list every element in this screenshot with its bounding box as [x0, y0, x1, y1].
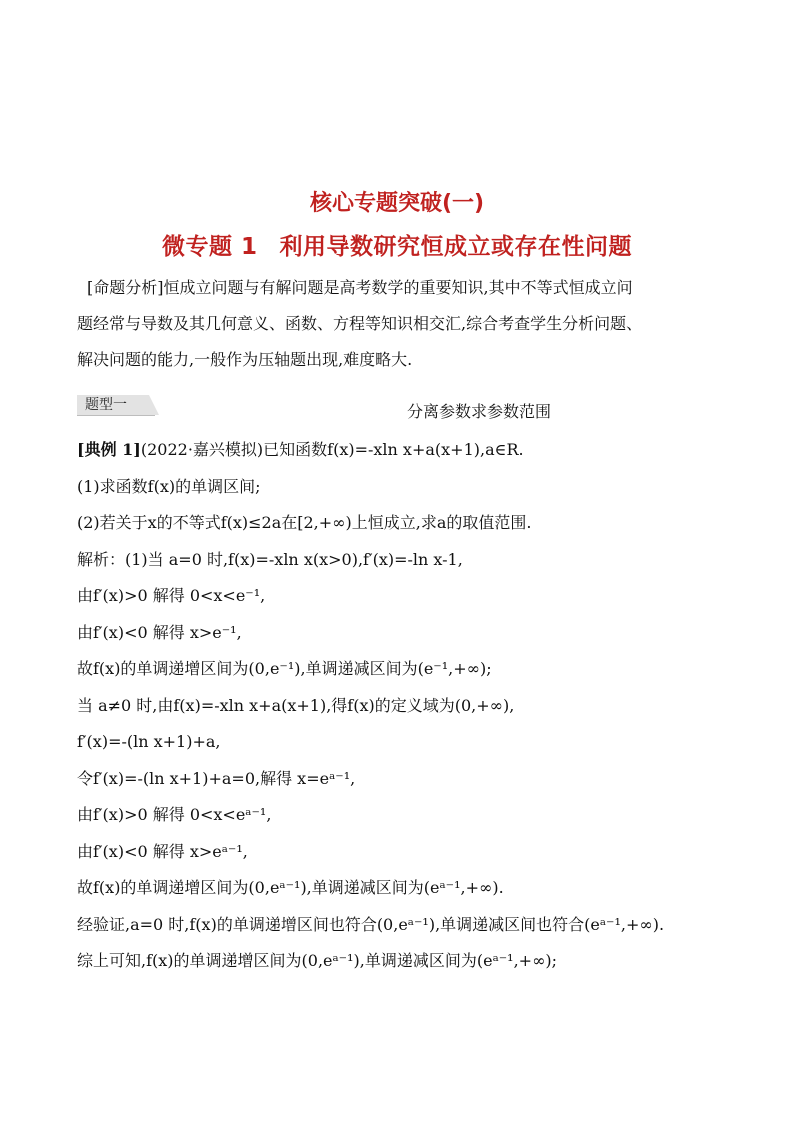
example-label: [典例 1]: [77, 440, 141, 459]
section-tag-label: 题型一: [85, 397, 127, 413]
subtitle-prefix: 微专题 1: [161, 234, 258, 260]
intro-line: [命题分析]恒成立问题与有解问题是高考数学的重要知识,其中不等式恒成立问: [87, 278, 633, 297]
solution-line: 故f(x)的单调递增区间为(0,eᵃ⁻¹),单调递减区间为(eᵃ⁻¹,+∞).: [77, 878, 504, 897]
example-question-1: (1)求函数f(x)的单调区间;: [77, 476, 261, 496]
section-tag: [77, 395, 159, 415]
solution-line: 由f′(x)>0 解得 0<x<e⁻¹,: [77, 586, 266, 605]
solution-line: f′(x)=-(ln x+1)+a,: [77, 732, 221, 751]
solution-line: 解析：(1)当 a=0 时,f(x)=-xln x(x>0),f′(x)=-ln x-1,: [77, 549, 463, 569]
example-stem: [77, 435, 737, 472]
solution-line: 综上可知,f(x)的单调递增区间为(0,eᵃ⁻¹),单调递减区间为(eᵃ⁻¹,+∞);: [77, 951, 558, 970]
example-body: [77, 435, 737, 983]
solution-line: 由f′(x)<0 解得 x>eᵃ⁻¹,: [77, 841, 248, 861]
example-question-2: (2)若关于x的不等式f(x)≤2a在[2,+∞)上恒成立,求a的取值范围.: [77, 513, 532, 532]
solution-line: 当 a≠0 时,由f(x)=-xln x+a(x+1),得f(x)的定义域为(0,+∞),: [77, 695, 515, 715]
page-subtitle: [0, 228, 794, 261]
intro-line: 解决问题的能力,一般作为压轴题出现,难度略大.: [77, 350, 413, 369]
solution-line: 故f(x)的单调递增区间为(0,e⁻¹),单调递减区间为(e⁻¹,+∞);: [77, 659, 492, 678]
subtitle-main: 利用导数研究恒成立或存在性问题: [279, 234, 632, 260]
solution-line: 经验证,a=0 时,f(x)的单调递增区间也符合(0,eᵃ⁻¹),单调递减区间也符合(eᵃ⁻¹,+∞).: [77, 914, 665, 934]
solution-line: 由f′(x)>0 解得 0<x<eᵃ⁻¹,: [77, 805, 272, 824]
solution-line: 令f′(x)=-(ln x+1)+a=0,解得 x=eᵃ⁻¹,: [77, 768, 356, 788]
page-title: 核心专题突破(一): [309, 191, 485, 216]
intro-paragraph: [77, 270, 727, 378]
section-divider: [77, 415, 155, 416]
solution-line: 由f′(x)<0 解得 x>e⁻¹,: [77, 622, 242, 642]
intro-line: 题经常与导数及其几何意义、函数、方程等知识相交汇,综合考查学生分析问题、: [77, 314, 643, 333]
section-topic: 分离参数求参数范围: [407, 402, 552, 421]
example-stem-text: (2022·嘉兴模拟)已知函数f(x)=-xln x+a(x+1),a∈R.: [140, 440, 524, 459]
